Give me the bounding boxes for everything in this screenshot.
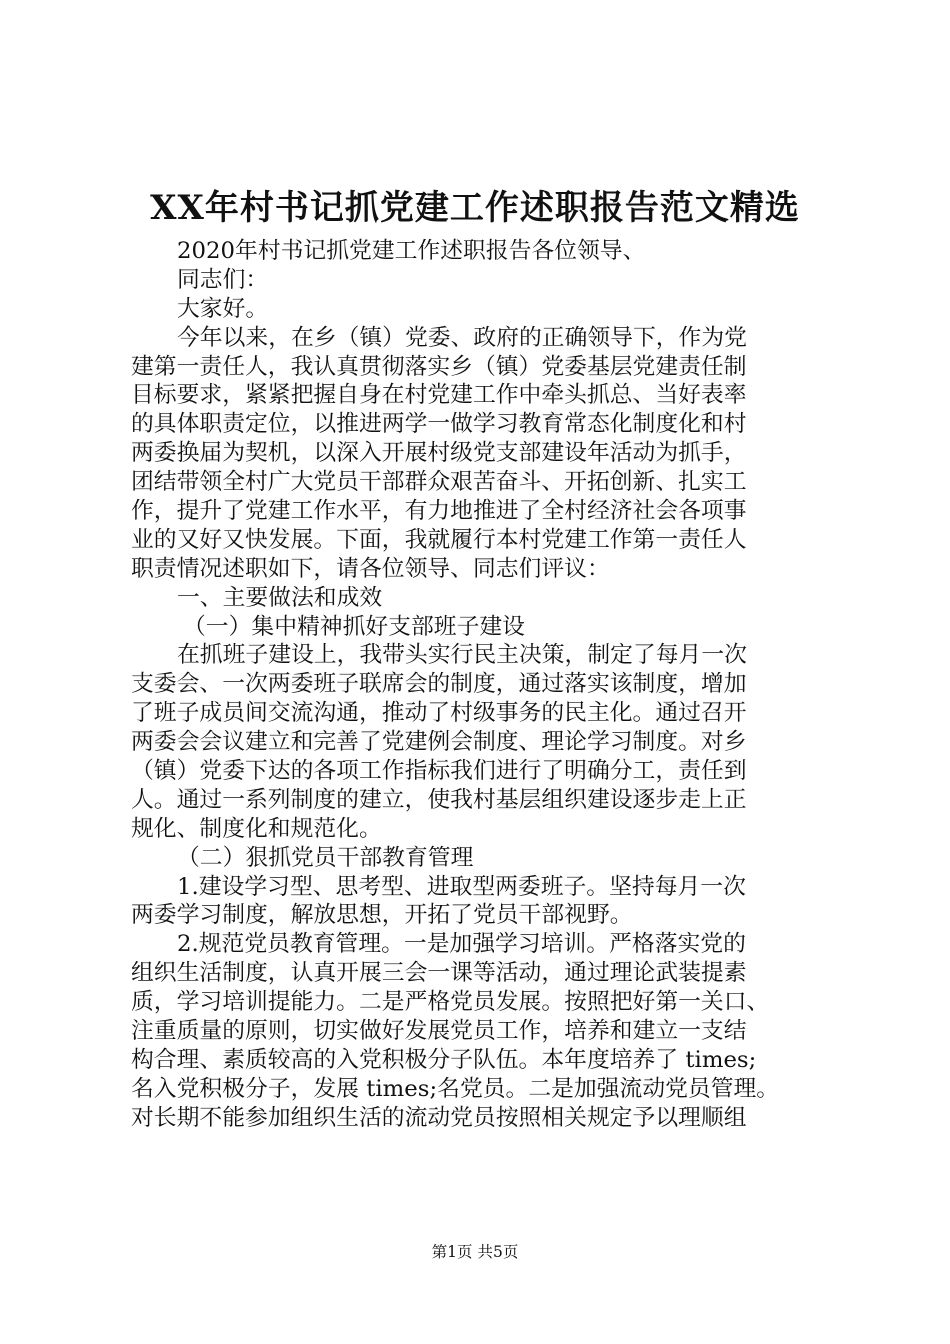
paragraph-line: 在抓班子建设上，我带头实行民主决策，制定了每月一次 <box>177 642 747 669</box>
paragraph-line: 职责情况述职如下，请各位领导、同志们评议： <box>131 555 610 582</box>
paragraph-line: 注重质量的原则，切实做好发展党员工作，培养和建立一支结 <box>131 1018 747 1045</box>
section-heading: 一、主要做法和成效 <box>177 584 383 611</box>
paragraph-line: 两委学习制度，解放思想，开拓了党员干部视野。 <box>131 902 633 929</box>
paragraph-line: 了班子成员间交流沟通，推动了村级事务的民主化。通过召开 <box>131 700 747 727</box>
paragraph-line: 支委会、一次两委班子联席会的制度，通过落实该制度，增加 <box>131 671 747 698</box>
page-number: 第1页 共5页 <box>431 1243 519 1261</box>
paragraph-line: 大家好。 <box>177 295 269 322</box>
paragraph-line: 两委换届为契机，以深入开展村级党支部建设年活动为抓手， <box>131 440 747 467</box>
paragraph-line: 业的又好又快发展。下面，我就履行本村党建工作第一责任人 <box>131 526 747 553</box>
subsection-heading: （一）集中精神抓好支部班子建设 <box>183 613 525 640</box>
paragraph-line: 团结带领全村广大党员干部群众艰苦奋斗、开拓创新、扎实工 <box>131 469 747 496</box>
paragraph-line: 同志们： <box>177 266 269 293</box>
paragraph-line: 对长期不能参加组织生活的流动党员按照相关规定予以理顺组 <box>131 1104 747 1131</box>
paragraph-line: 建第一责任人，我认真贯彻落实乡（镇）党委基层党建责任制 <box>131 353 747 380</box>
subsection-heading: （二）狠抓党员干部教育管理 <box>177 844 474 871</box>
paragraph-line: 1.建设学习型、思考型、进取型两委班子。坚持每月一次 <box>177 873 746 900</box>
document-body <box>131 237 831 1133</box>
paragraph-line: 名入党积极分子，发展 times;名党员。二是加强流动党员管理。 <box>131 1075 780 1102</box>
paragraph-line: 作，提升了党建工作水平，有力地推进了全村经济社会各项事 <box>131 498 747 525</box>
paragraph-line: 今年以来，在乡（镇）党委、政府的正确领导下，作为党 <box>177 324 747 351</box>
document-title: XX年村书记抓党建工作述职报告范文精选 <box>150 188 800 228</box>
paragraph-line: 组织生活制度，认真开展三会一课等活动，通过理论武装提素 <box>131 960 747 987</box>
paragraph-line: 两委会会议建立和完善了党建例会制度、理论学习制度。对乡 <box>131 729 747 756</box>
paragraph-line: 质，学习培训提能力。二是严格党员发展。按照把好第一关口、 <box>131 989 770 1016</box>
paragraph-line: 2020年村书记抓党建工作述职报告各位领导、 <box>177 238 646 264</box>
paragraph-line: （镇）党委下达的各项工作指标我们进行了明确分工，责任到 <box>131 758 747 785</box>
paragraph-line: 规化、制度化和规范化。 <box>131 815 382 842</box>
paragraph-line: 目标要求，紧紧把握自身在村党建工作中牵头抓总、当好表率 <box>131 382 747 409</box>
paragraph-line: 构合理、素质较高的入党积极分子队伍。本年度培养了 times; <box>131 1046 757 1073</box>
paragraph-line: 人。通过一系列制度的建立，使我村基层组织建设逐步走上正 <box>131 786 747 813</box>
paragraph-line: 2.规范党员教育管理。一是加强学习培训。严格落实党的 <box>177 931 746 958</box>
paragraph-line: 的具体职责定位，以推进两学一做学习教育常态化制度化和村 <box>131 411 747 438</box>
